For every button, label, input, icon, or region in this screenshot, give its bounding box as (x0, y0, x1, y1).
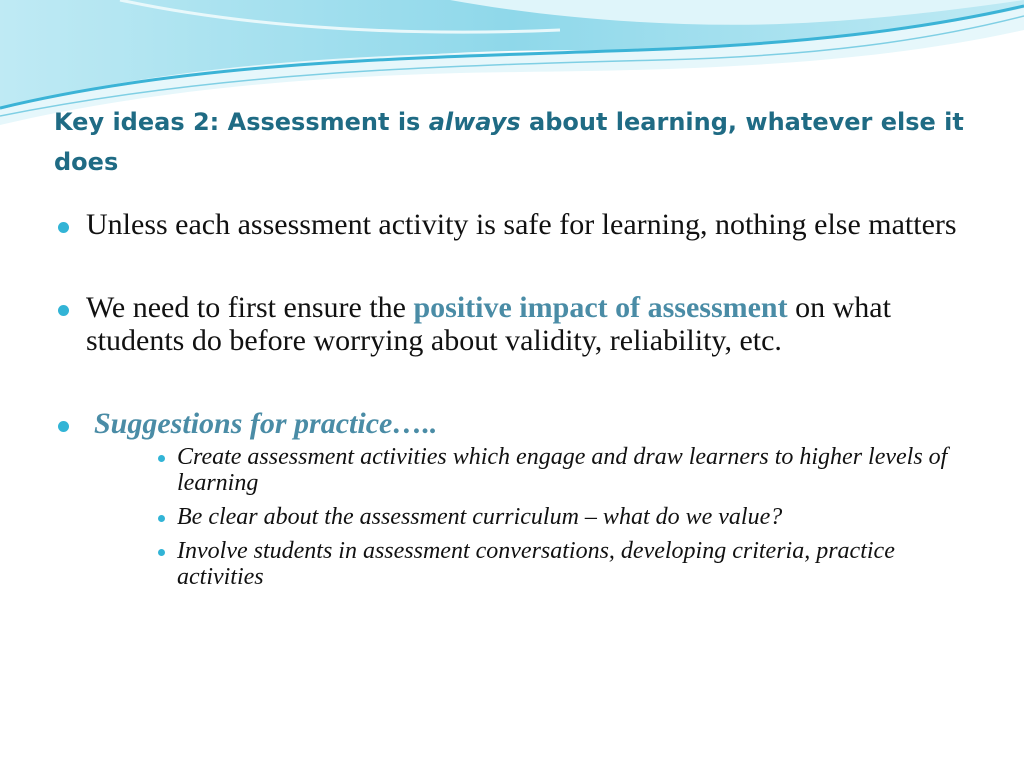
bullet-highlight: positive impact of assessment (413, 291, 788, 324)
bullet-text-after: on what students do before worrying about validity, reliability, etc. (86, 291, 891, 357)
bullet-item (58, 291, 978, 357)
bullet-dot-icon (58, 305, 69, 316)
title-emphasis: always (428, 108, 521, 136)
bullet-text: Unless each assessment activity is safe for learning, nothing else matters (86, 208, 957, 241)
sub-bullet-text: Involve students in assessment conversations, developing criteria, practice activities (177, 538, 895, 590)
bullet-dot-icon (58, 222, 69, 233)
sub-bullet-dot-icon (158, 455, 165, 462)
bullet-item (58, 208, 978, 241)
title-suffix: about learning, whatever else it does (54, 108, 964, 176)
sub-bullet-text: Be clear about the assessment curriculum – what do we value? (177, 504, 783, 530)
slide-title (54, 102, 984, 182)
sub-bullet-dot-icon (158, 549, 165, 556)
bullet-text-before: We need to first ensure the (86, 291, 414, 324)
sub-bullet-item (158, 504, 978, 530)
sub-bullet-item (158, 538, 978, 590)
bullet-list (58, 208, 978, 590)
sub-bullet-item (158, 444, 978, 496)
bullet-dot-icon (58, 421, 69, 432)
bullet-item (58, 407, 978, 440)
sub-bullet-dot-icon (158, 515, 165, 522)
suggestions-heading: Suggestions for practice….. (94, 407, 438, 440)
title-prefix: Key ideas 2: Assessment is (54, 108, 429, 136)
sub-bullet-text: Create assessment activities which engage and draw learners to higher levels of learning (177, 444, 948, 496)
sub-bullet-list (158, 444, 978, 590)
